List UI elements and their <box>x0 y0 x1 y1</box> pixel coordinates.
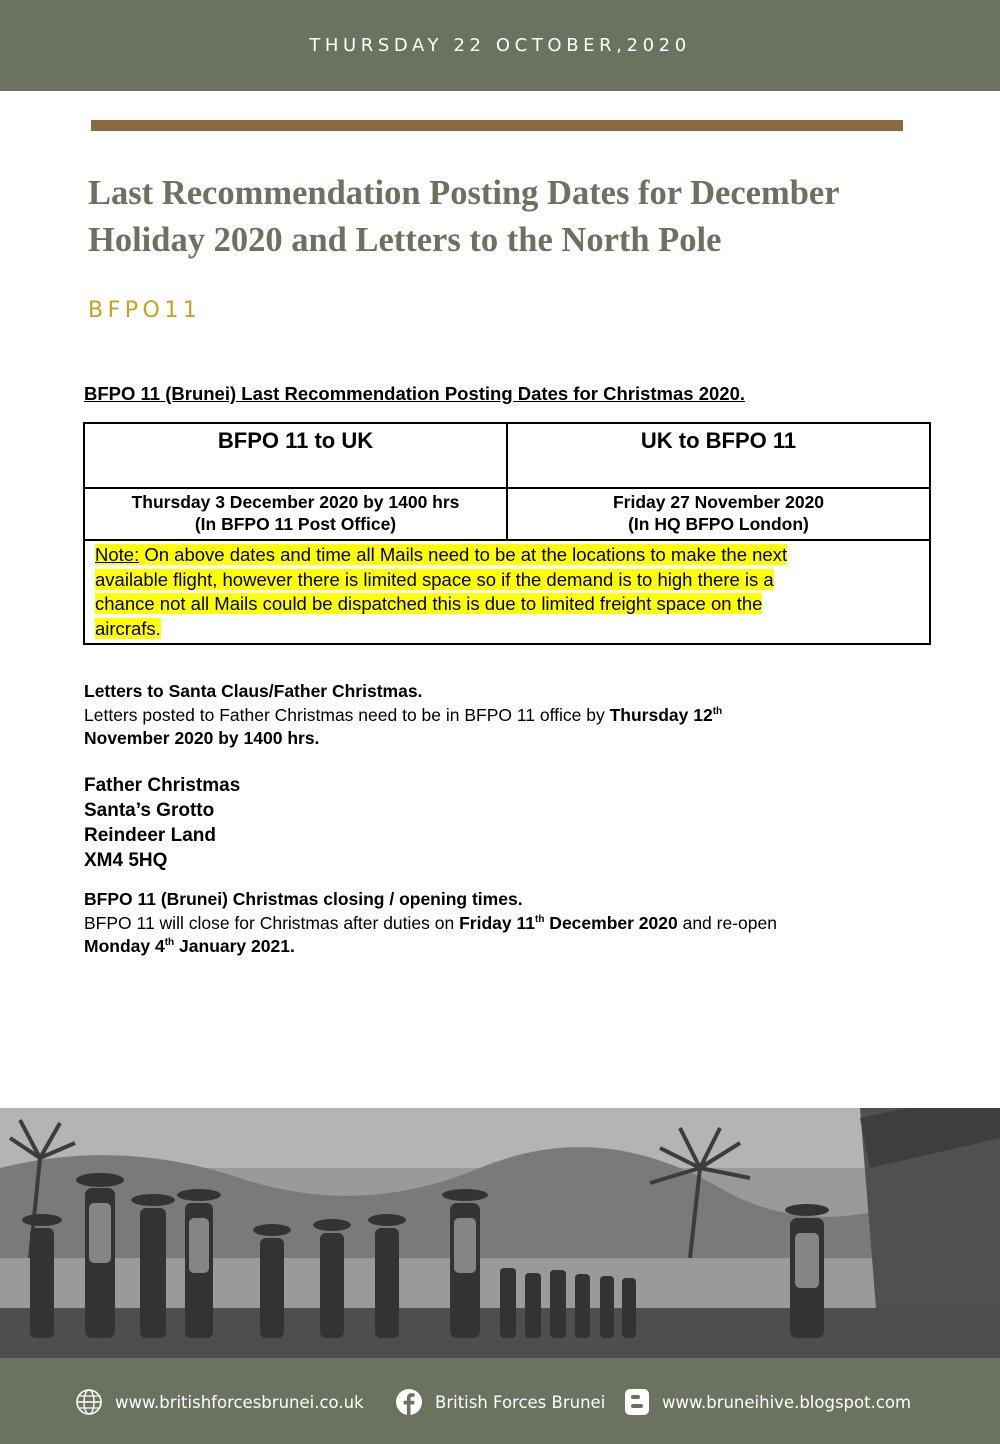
publication-date: THURSDAY 22 OCTOBER,2020 <box>309 35 691 56</box>
note-text: On above dates and time all Mails need to be at the locations to make the next <box>139 544 788 565</box>
open-rest: January 2021. <box>174 936 295 956</box>
soldiers-parade-photo <box>0 1108 1000 1358</box>
header-rule <box>91 120 903 131</box>
note-text: chance not all Mails could be dispatched this is due to limited freight space on the <box>95 593 763 614</box>
article-headline: Last Recommendation Posting Dates for December Holiday 2020 and Letters to the North Pole <box>88 174 839 259</box>
close-sup: th <box>534 913 545 925</box>
footer-facebook[interactable] <box>395 1388 605 1416</box>
santa-text: Letters posted to Father Christmas need to be in BFPO 11 office by <box>84 704 610 725</box>
santa-deadline-rest: November 2020 by 1400 hrs. <box>84 728 320 748</box>
santa-address <box>84 773 240 873</box>
posting-dates-table <box>83 422 931 645</box>
table-row <box>84 423 930 488</box>
table-date-cell <box>84 488 507 540</box>
address-line: XM4 5HQ <box>84 850 168 871</box>
notice-title: BFPO 11 (Brunei) Last Recommendation Posting Dates for Christmas 2020. <box>84 383 746 404</box>
table-header-cell: BFPO 11 to UK <box>84 423 507 488</box>
date-line: Friday 27 November 2020 <box>612 492 825 512</box>
location-line: (In BFPO 11 Post Office) <box>194 514 397 534</box>
facebook-link[interactable]: British Forces Brunei <box>435 1392 606 1412</box>
section-tag: BFPO11 <box>88 298 202 323</box>
santa-deadline-sup: th <box>712 705 723 717</box>
footer-website[interactable] <box>75 1388 364 1416</box>
address-line: Santa’s Grotto <box>84 800 215 821</box>
globe-icon <box>75 1388 103 1416</box>
blog-link[interactable]: www.bruneihive.blogspot.com <box>662 1392 912 1412</box>
location-line: (In HQ BFPO London) <box>628 514 809 534</box>
note-text: available flight, however there is limited space so if the demand is to high there is a <box>95 568 774 590</box>
address-line: Father Christmas <box>84 775 241 796</box>
santa-section <box>84 680 914 751</box>
closing-text: BFPO 11 will close for Christmas after duties on <box>84 912 460 933</box>
close-rest: December 2020 <box>544 912 678 933</box>
open-sup: th <box>164 937 175 948</box>
santa-heading: Letters to Santa Claus/Father Christmas. <box>84 681 423 701</box>
open-day: Monday 4 <box>84 936 165 956</box>
table-header-cell: UK to BFPO 11 <box>507 423 930 488</box>
table-note-cell <box>84 540 930 644</box>
table-row <box>84 488 930 540</box>
closing-text: and re-open <box>677 912 777 933</box>
footer-blog[interactable] <box>624 1388 911 1416</box>
closing-heading: BFPO 11 (Brunei) Christmas closing / opening times. <box>84 889 523 909</box>
close-day: Friday 11 <box>459 912 535 933</box>
website-link[interactable]: www.britishforcesbrunei.co.uk <box>115 1392 364 1412</box>
blogger-icon <box>624 1388 650 1416</box>
table-row <box>84 540 930 644</box>
note-label: Note: <box>95 544 140 565</box>
note-text: aircrafs. <box>95 617 161 639</box>
parade-illustration <box>0 1108 1000 1358</box>
address-line: Reindeer Land <box>84 825 216 846</box>
date-line: Thursday 3 December 2020 by 1400 hrs <box>131 492 460 512</box>
santa-deadline-day: Thursday 12 <box>609 704 713 725</box>
closing-section <box>84 888 924 959</box>
table-date-cell <box>507 488 930 540</box>
facebook-icon <box>395 1388 423 1416</box>
